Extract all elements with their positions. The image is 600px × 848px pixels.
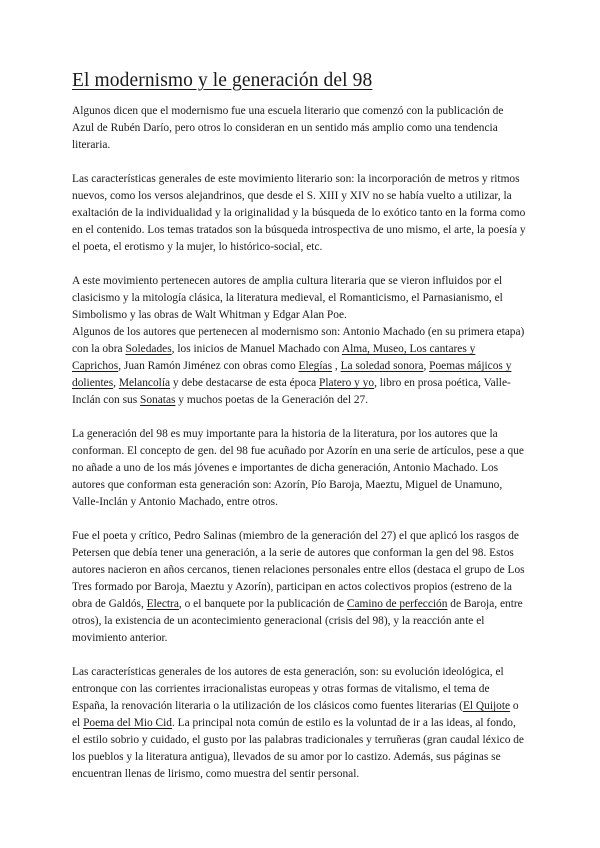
work-title: Alma, Museo, Los cantares y Caprichos — [72, 343, 476, 372]
work-title: Platero y yo — [319, 377, 375, 389]
paragraph-influences: A este movimiento pertenecen autores de amplia cultura literaria que se vieron influidos por el clasicismo y la mitología clásica, la literatura medieval, el Romanticismo, el Parnasianismo, el Simbolismo y las obras de Walt Whitman y Edgar Alan Poe. — [72, 275, 503, 321]
work-title: El Quijote — [462, 700, 511, 712]
work-title: Soledades — [125, 343, 172, 355]
work-title: Poemas májicos y dolientes — [72, 360, 512, 389]
work-title: Sonatas — [140, 394, 176, 406]
paragraph-generation-traits: Las características generales de los autores de esta generación, son: su evolución ideológica, el entronque con las corrientes irracionalistas europeas y otras formas de vitalismo, el tema de España, la renovación literaria o la utilización de los clásicos como fuentes literarias (El Quijote o el Poema del Mio Cid. La principal nota común de estilo es la voluntad de ir a las ideas, al fondo, el estilo sobrio y cuidado, el gusto por las palabras tradicionales y terruñeras (gran caudal léxico de los pueblos y la literatura antigua), llevados de su amor por lo castizo. Además, sus páginas se encuentran llenas de lirismo, como muestra del sentir personal. — [72, 666, 524, 780]
paragraph-intro: Algunos dicen que el modernismo fue una escuela literario que comenzó con la publicación de Azul de Rubén Darío, pero otros lo consideran en un sentido más amplio como una tendencia literaria. — [72, 105, 504, 151]
paragraph-generation-98: La generación del 98 es muy importante para la historia de la literatura, por los autores que la conforman. El concepto de gen. del 98 fue acuñado por Azorín en una serie de artículos, pese a que no añade a uno de los más jóvenes e importantes de dicha generación, Antonio Machado. Los autores que conforman esta generación son: Azorín, Pío Baroja, Maeztu, Miguel de Unamuno, Valle-Inclán y Antonio Machado, entre otros. — [72, 428, 524, 508]
work-title: Camino de perfección — [346, 598, 448, 610]
paragraph-modernist-authors: Algunos de los autores que pertenecen al modernismo son: Antonio Machado (en su primera etapa) con la obra Soledades, los inicios de Manuel Machado con Alma, Museo, Los cantares y Caprichos, Juan Ramón Jiménez con obras como Elegías , La soledad sonora, Poemas májicos y dolientes, Melancolía y debe destacarse de esta época Platero y yo, libro en prosa poética, Valle-Inclán con sus Sonatas y muchos poetas de la Generación del 27. — [72, 326, 525, 406]
page-title: El modernismo y le generación del 98 — [72, 70, 373, 91]
paragraph-characteristics: Las características generales de este movimiento literario son: la incorporación de metros y ritmos nuevos, como los versos alejandrinos, que desde el S. XIII y XIV no se había vuelto a utilizar, la exaltación de la individualidad y la originalidad y la búsqueda de lo exótico tanto en la forma como en el contenido. Los temas tratados son la búsqueda introspectiva de uno mismo, el arte, la poesía y el poeta, el erotismo y la mujer, lo histórico-social, etc. — [72, 173, 526, 253]
work-title: Elegías — [298, 360, 333, 372]
work-title: Melancolía — [118, 377, 171, 389]
paragraph-salinas: Fue el poeta y crítico, Pedro Salinas (miembro de la generación del 27) el que aplicó los rasgos de Petersen que debía tener una generación, a la serie de autores que conforman la gen del 98. Estos autores nacieron en años cercanos, tienen relaciones personales entre ellos (destaca el grupo de Los Tres formado por Baroja, Maeztu y Azorín), participan en actos colectivos propios (estreno de la obra de Galdós, Electra, o el banquete por la publicación de Camino de perfección de Baroja, entre otros), la existencia de un acontecimiento generacional (crisis del 98), y la reacción ante el movimiento anterior. — [72, 530, 525, 644]
document-body — [72, 70, 526, 800]
work-title: Electra — [146, 598, 179, 610]
work-title: Poema del Mio Cid — [83, 717, 172, 729]
work-title: La soledad sonora — [340, 360, 424, 372]
